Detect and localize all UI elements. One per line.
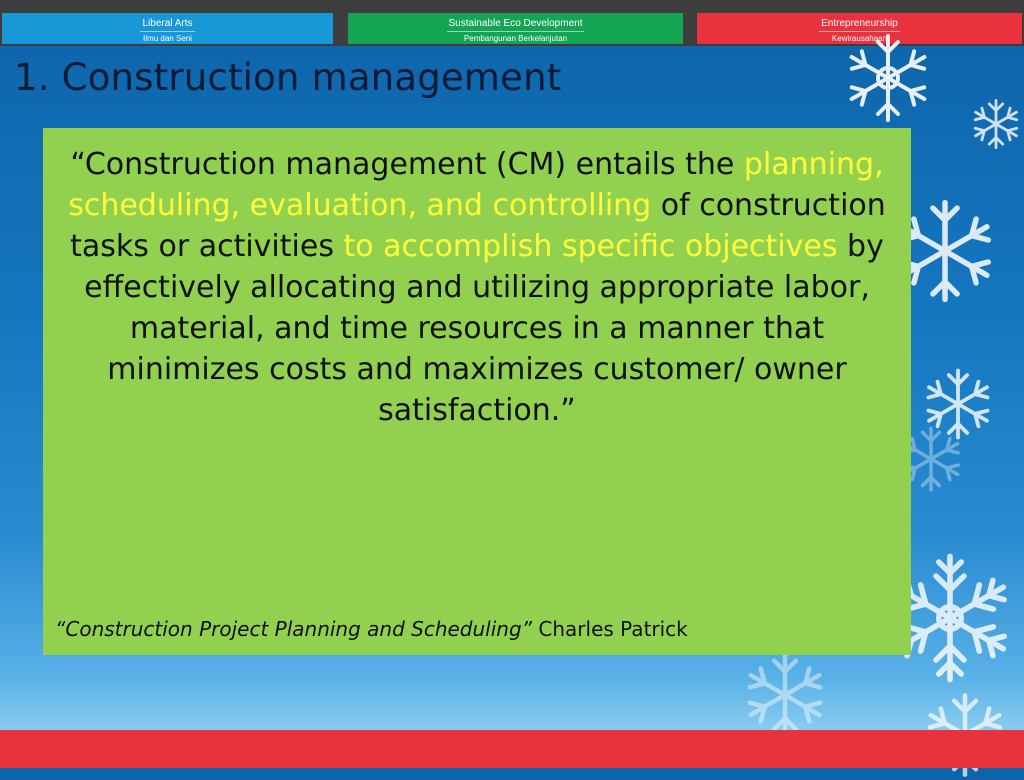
citation-author: Charles Patrick <box>532 617 688 641</box>
quote-highlight: to accomplish specific objectives <box>343 229 838 264</box>
definition-quote <box>49 144 905 431</box>
quote-highlight: planning, scheduling, evaluation, and controlling <box>68 147 884 223</box>
citation <box>55 616 688 642</box>
quote-text: of construction tasks or activities <box>70 188 886 264</box>
snowflake-icon <box>968 96 1024 152</box>
top-bar <box>0 0 1024 12</box>
tab-subtitle: Ilmu dan Seni <box>143 34 192 43</box>
content-box <box>43 128 911 655</box>
snowflake-icon <box>838 28 938 128</box>
tab-title: Liberal Arts <box>140 18 194 32</box>
tab-title: Entrepreneurship <box>819 18 900 32</box>
tab-liberal-arts[interactable] <box>2 13 333 44</box>
bottom-bar <box>0 730 1024 768</box>
quote-text: “Construction management (CM) entails the <box>70 147 744 182</box>
citation-book: “Construction Project Planning and Scheduling” <box>55 617 533 641</box>
tab-subtitle: Pembangunan Berkelanjutan <box>463 34 568 43</box>
snowflake-icon <box>740 650 830 740</box>
quote-text: by effectively allocating and utilizing appropriate labor, material, and time resources in a manner that minimizes costs and maximizes customer/ owner satisfaction.” <box>84 229 884 428</box>
tab-sustainable-eco-development[interactable] <box>348 13 683 44</box>
tab-subtitle: Kewirausahaan <box>831 34 888 43</box>
slide-title: 1. Construction management <box>14 56 562 99</box>
tab-title: Sustainable Eco Development <box>447 18 585 32</box>
